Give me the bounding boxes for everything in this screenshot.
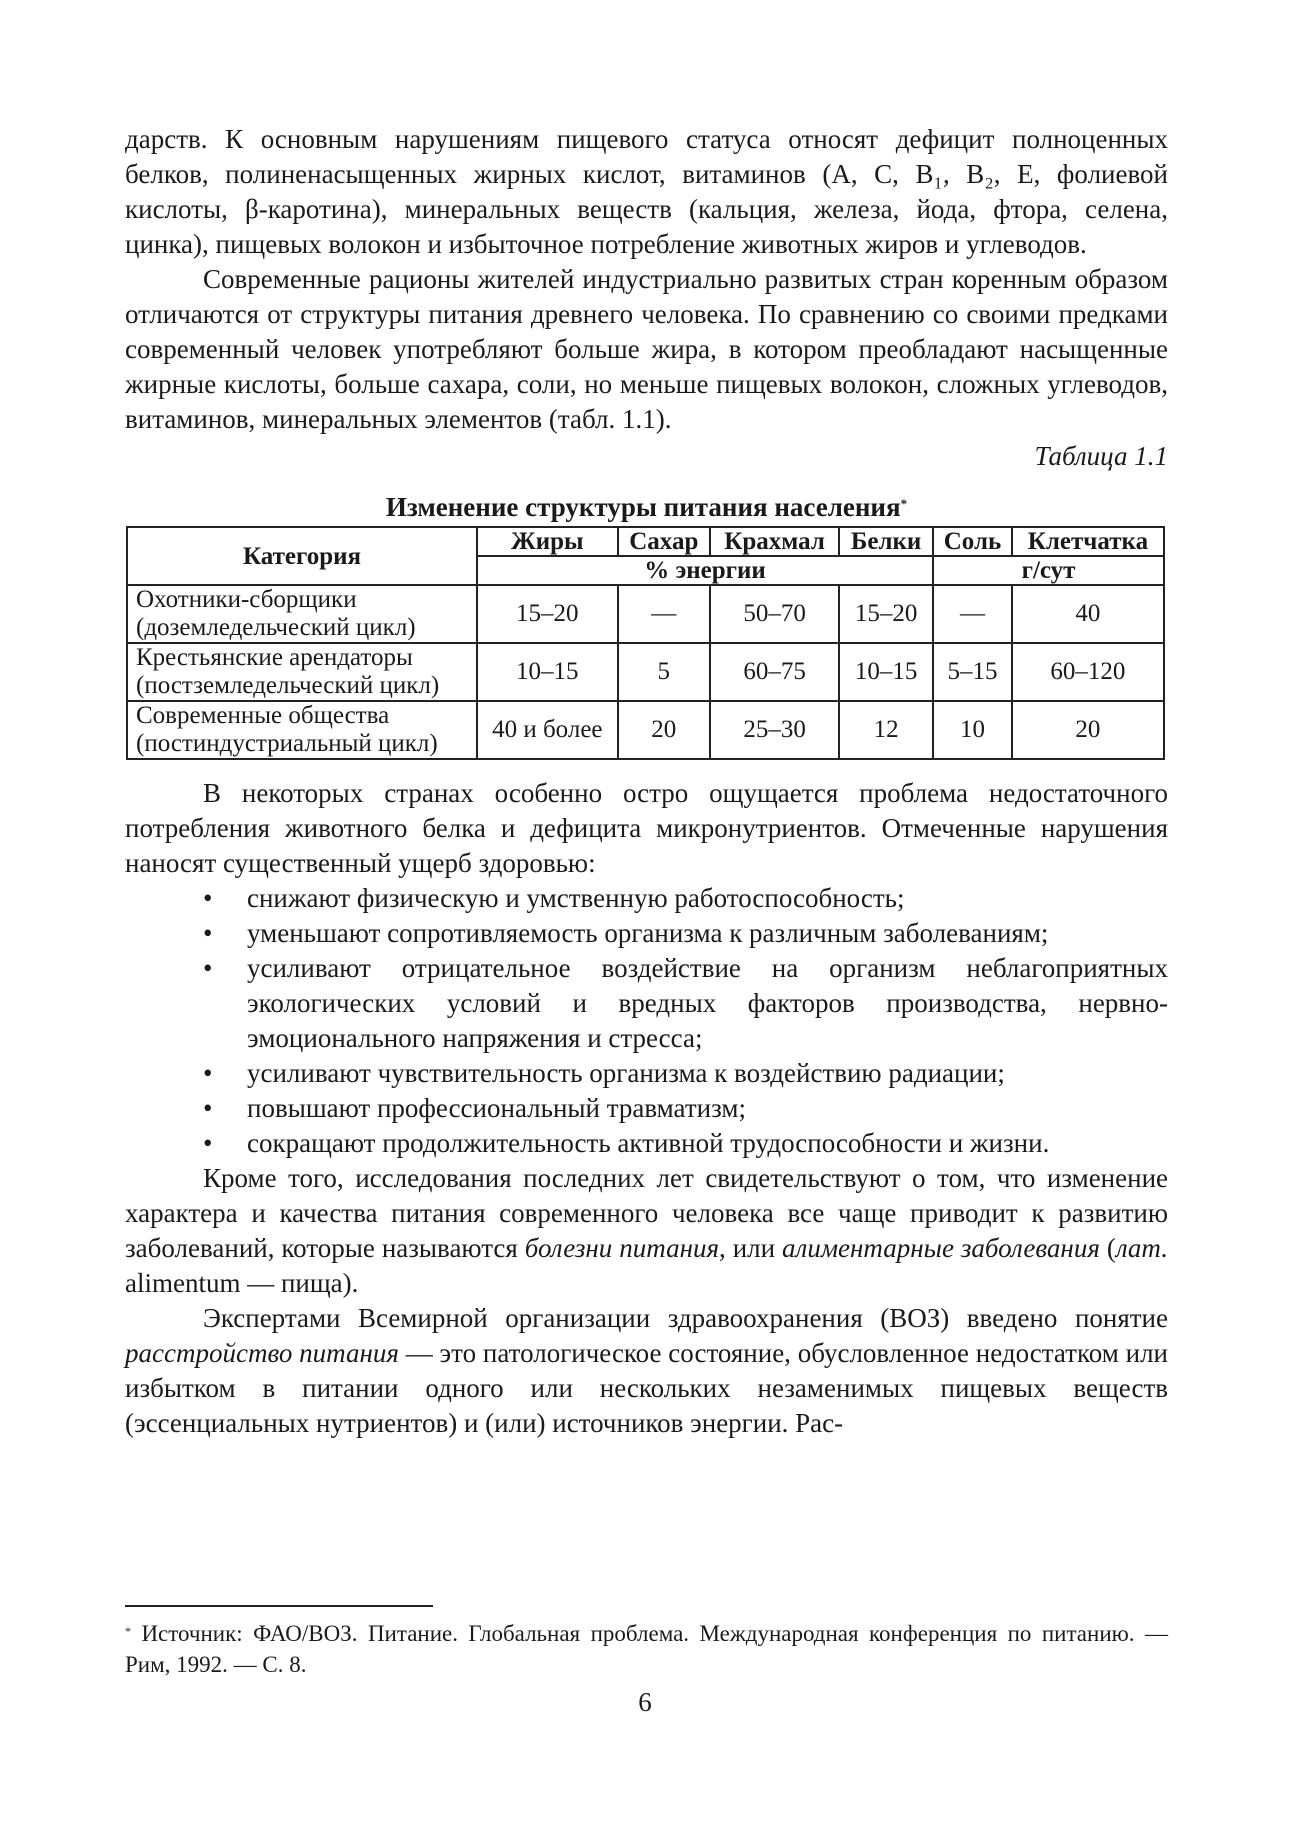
table-row xyxy=(127,585,1164,643)
header-starch: Крахмал xyxy=(710,527,839,556)
list-item: • повышают профессиональный травматизм; xyxy=(125,1091,1168,1126)
cell: — xyxy=(618,585,710,643)
bullet-list xyxy=(125,881,1168,1161)
paragraph-1: дарств. К основным нарушениям пищевого статуса относят дефицит полноценных белков, полиненасыщенных жирных кислот, витаминов (A, C, B₁, B₂, E, фолиевой кислоты, β-каротина), минеральных веществ (кальция, железа, йода, фтора, селена, цинка), пищевых волокон и избыточное потребление животных жиров и углеводов. xyxy=(125,124,1168,259)
paragraph-3: В некоторых странах особенно остро ощущается проблема недостаточного потребления животного белка и дефицита микронутриентов. Отмеченные нарушения наносят существенный ущерб здоровью: xyxy=(125,778,1168,878)
cell: 60–75 xyxy=(710,643,839,701)
cell: 15–20 xyxy=(839,585,933,643)
header-salt: Соль xyxy=(933,527,1012,556)
table-title xyxy=(125,490,1168,524)
list-item: • снижают физическую и умственную работоспособность; xyxy=(125,881,1168,916)
cell: 5–15 xyxy=(933,643,1012,701)
unit-energy: % энергии xyxy=(477,556,933,585)
cell: 20 xyxy=(1012,701,1164,759)
table-title-text: Изменение структуры питания населения xyxy=(385,492,901,522)
cell: 10–15 xyxy=(839,643,933,701)
row-category: Крестьянские арендаторы (постземледельческий цикл) xyxy=(127,643,477,701)
list-item: • усиливают отрицательное воздействие на организм неблагоприятных экологических условий и вредных факторов производства, нервно-эмоционального напряжения и стресса; xyxy=(203,953,1168,1053)
header-fiber: Клетчатка xyxy=(1012,527,1164,556)
nutrition-structure-table xyxy=(126,526,1165,760)
bullet-icon: • xyxy=(203,1093,213,1123)
cell: 10–15 xyxy=(477,643,618,701)
bullet-icon: • xyxy=(203,918,213,948)
table-title-footnote-mark: * xyxy=(900,496,908,511)
footnote-mark: * xyxy=(125,1624,131,1638)
row-category: Современные общества (постиндустриальный цикл) xyxy=(127,701,477,759)
table-caption: Таблица 1.1 xyxy=(1034,441,1168,471)
paragraph-4: Кроме того, исследования последних лет свидетельствуют о том, что изменение характера и качества питания современного человека все чаще приводит к развитию заболеваний, которые называются болезни питания, или алиментарные заболевания (лат. alimentum — пища). xyxy=(125,1163,1169,1298)
table-header-row xyxy=(127,527,1164,556)
header-proteins: Белки xyxy=(839,527,933,556)
header-sugar: Сахар xyxy=(618,527,710,556)
footnote-text: Источник: ФАО/ВОЗ. Питание. Глобальная проблема. Международная конференция по питанию. — Рим, 1992. — С. 8. xyxy=(125,1621,1168,1677)
cell: 50–70 xyxy=(710,585,839,643)
cell: 25–30 xyxy=(710,701,839,759)
bullet-icon: • xyxy=(203,953,213,983)
footnote-divider xyxy=(125,1605,433,1607)
cell: 40 xyxy=(1012,585,1164,643)
table-row xyxy=(127,701,1164,759)
table-row xyxy=(127,643,1164,701)
cell: 40 и более xyxy=(477,701,618,759)
bullet-icon: • xyxy=(203,1058,213,1088)
cell: 15–20 xyxy=(477,585,618,643)
list-item: • сокращают продолжительность активной трудоспособности и жизни. xyxy=(125,1126,1168,1161)
list-item: • уменьшают сопротивляемость организма к различным заболеваниям; xyxy=(125,916,1168,951)
bullet-icon: • xyxy=(203,1128,213,1158)
page-body xyxy=(125,122,1168,1441)
list-item: • усиливают чувствительность организма к воздействию радиации; xyxy=(125,1056,1168,1091)
row-category: Охотники-сборщики (доземледельческий цикл) xyxy=(127,585,477,643)
unit-per-day: г/сут xyxy=(933,556,1164,585)
cell: — xyxy=(933,585,1012,643)
cell: 5 xyxy=(618,643,710,701)
header-category: Категория xyxy=(127,527,477,585)
header-fats: Жиры xyxy=(477,527,618,556)
paragraph-5: Экспертами Всемирной организации здравоохранения (ВОЗ) введено понятие расстройство питания — это патологическое состояние, обусловленное недостатком или избытком в питании одного или нескольких незаменимых пищевых веществ (эссенциальных нутриентов) и (или) источников энергии. Рас- xyxy=(125,1303,1168,1438)
paragraph-2: Современные рационы жителей индустриально развитых стран коренным образом отличаются от структуры питания древнего человека. По сравнению со своими предками современный человек употребляют больше жира, в котором преобладают насыщенные жирные кислоты, больше сахара, соли, но меньше пищевых волокон, сложных углеводов, витаминов, минеральных элементов (табл. 1.1). xyxy=(125,264,1168,434)
cell: 12 xyxy=(839,701,933,759)
cell: 60–120 xyxy=(1012,643,1164,701)
footnote xyxy=(125,1618,1168,1680)
cell: 20 xyxy=(618,701,710,759)
bullet-icon: • xyxy=(203,883,213,913)
cell: 10 xyxy=(933,701,1012,759)
page-number: 6 xyxy=(638,1687,652,1717)
